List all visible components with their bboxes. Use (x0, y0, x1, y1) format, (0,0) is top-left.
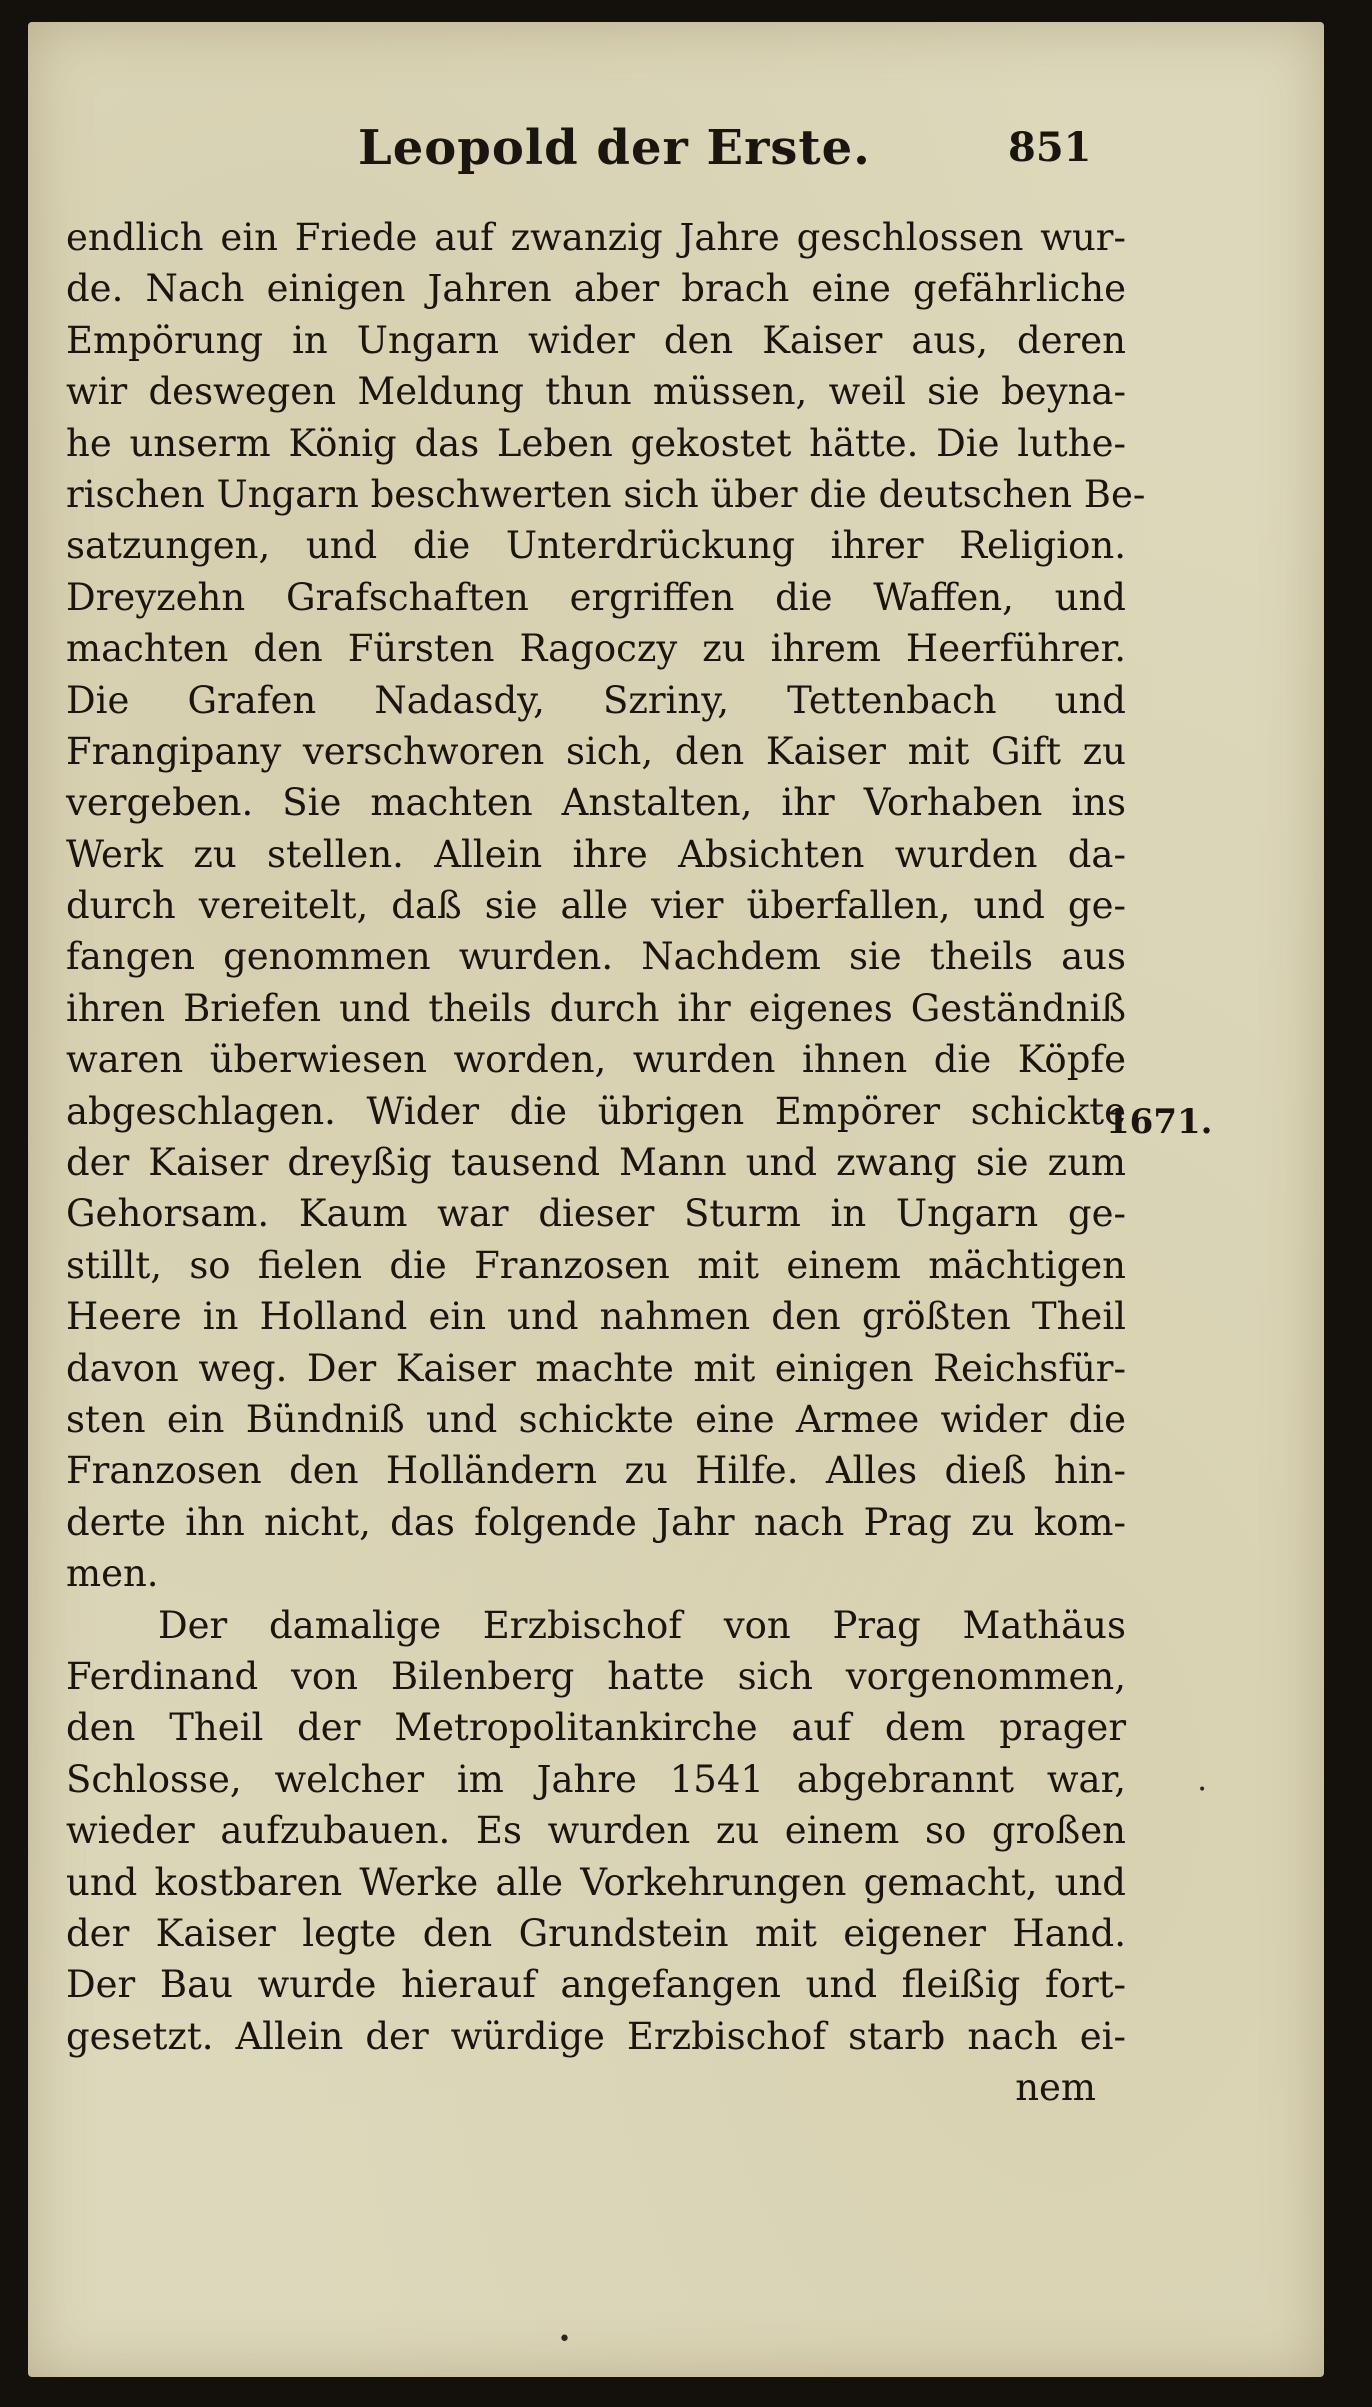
text-line: Empörung in Ungarn wider den Kaiser aus, deren (66, 318, 1126, 362)
body-text (66, 212, 1146, 2113)
text-line: he unserm König das Leben gekostet hätte. Die luthe- (66, 421, 1126, 465)
text-line: wir deswegen Meldung thun müssen, weil sie beyna- (66, 370, 1126, 414)
text-line: ihren Briefen und theils durch ihr eigenes Geständniß (66, 986, 1126, 1030)
text-line: den Theil der Metropolitankirche auf dem prager (66, 1706, 1126, 1750)
text-line: machten den Fürsten Ragoczy zu ihrem Heerführer. (66, 627, 1126, 671)
text-line: abgeschlagen. Wider die übrigen Empörer schickte (66, 1089, 1126, 1133)
text-line: vergeben. Sie machten Anstalten, ihr Vorhaben ins (66, 781, 1126, 825)
margin-year-note: 1671. (1106, 1102, 1213, 1142)
text-line: satzungen, und die Unterdrückung ihrer Religion. (66, 524, 1126, 568)
text-line: durch vereitelt, daß sie alle vier überfallen, und ge- (66, 884, 1126, 928)
book-page (28, 22, 1324, 2377)
text-line: und kostbaren Werke alle Vorkehrungen gemacht, und (66, 1860, 1126, 1904)
page-header (28, 120, 1324, 190)
running-title: Leopold der Erste. (358, 120, 871, 176)
text-line: gesetzt. Allein der würdige Erzbischof starb nach ei- (66, 2014, 1126, 2058)
text-line: Werk zu stellen. Allein ihre Absichten wurden da- (66, 832, 1126, 876)
text-line: men. (66, 1552, 159, 1596)
text-line: endlich ein Friede auf zwanzig Jahre geschlossen wur- (66, 216, 1126, 259)
text-line: Frangipany verschworen sich, den Kaiser mit Gift zu (66, 729, 1126, 773)
text-line: Der Bau wurde hierauf angefangen und fleißig fort- (66, 1963, 1126, 2007)
text-line: Gehorsam. Kaum war dieser Sturm in Ungarn ge- (66, 1192, 1126, 1236)
catchword: nem (1015, 2066, 1096, 2110)
ink-speck-icon: • (1198, 1782, 1207, 1798)
text-line: fangen genommen wurden. Nachdem sie theils aus (66, 935, 1126, 979)
text-line: Heere in Holland ein und nahmen den größten Theil (66, 1295, 1126, 1339)
text-line: stillt, so fielen die Franzosen mit einem mächtigen (66, 1243, 1126, 1287)
text-line: sten ein Bündniß und schickte eine Armee wider die (66, 1397, 1126, 1441)
text-line: derte ihn nicht, das folgende Jahr nach Prag zu kom- (66, 1500, 1126, 1544)
text-line: de. Nach einigen Jahren aber brach eine gefährliche (66, 267, 1126, 311)
text-line: der Kaiser legte den Grundstein mit eigener Hand. (66, 1911, 1126, 1955)
text-line: Franzosen den Holländern zu Hilfe. Alles dieß hin- (66, 1449, 1126, 1493)
page-number: 851 (1008, 124, 1092, 171)
ink-speck-icon: • (558, 2327, 571, 2352)
text-line: waren überwiesen worden, wurden ihnen die Köpfe (66, 1038, 1126, 1082)
text-line: davon weg. Der Kaiser machte mit einigen Reichsfür- (66, 1346, 1126, 1390)
text-line: Dreyzehn Grafschaften ergriffen die Waffen, und (66, 575, 1126, 619)
paragraph-start-line: Der damalige Erzbischof von Prag Mathäus (158, 1603, 1126, 1647)
text-line: wieder aufzubauen. Es wurden zu einem so großen (66, 1809, 1126, 1853)
text-line: Die Grafen Nadasdy, Szriny, Tettenbach und (66, 678, 1126, 722)
text-line: Ferdinand von Bilenberg hatte sich vorgenommen, (66, 1654, 1126, 1698)
text-line: rischen Ungarn beschwerten sich über die deutschen Be- (66, 472, 1146, 516)
text-line: der Kaiser dreyßig tausend Mann und zwang sie zum (66, 1141, 1126, 1185)
text-line: Schlosse, welcher im Jahre 1541 abgebrannt war, (66, 1757, 1126, 1801)
